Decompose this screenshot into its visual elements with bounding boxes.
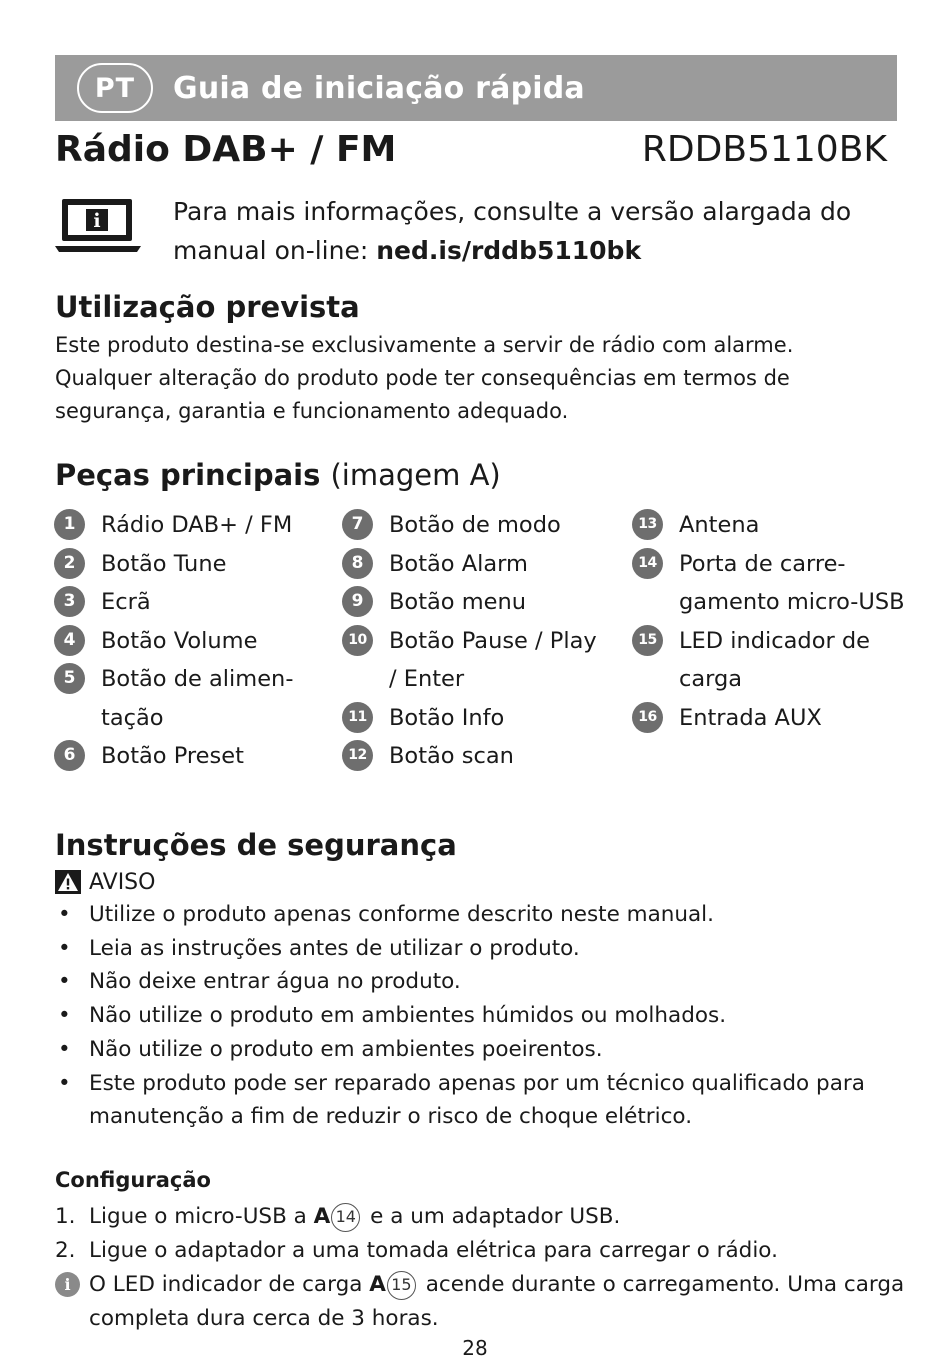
- info-text: [173, 192, 893, 270]
- part-number: 8: [342, 548, 373, 579]
- product-code: RDDB5110BK: [641, 128, 887, 170]
- main-parts-heading: [55, 458, 501, 492]
- part-item: [54, 545, 324, 584]
- guide-title: Guia de iniciação rápida: [173, 70, 585, 106]
- part-label: Botão de modo: [389, 512, 561, 538]
- part-label: Ecrã: [101, 589, 151, 615]
- part-item: [54, 737, 324, 776]
- product-name: Rádio DAB+ / FM: [55, 128, 397, 170]
- part-item: [632, 506, 907, 545]
- part-number: 3: [54, 586, 85, 617]
- part-item: [632, 622, 907, 699]
- intended-use-line-2: Qualquer alteração do produto pode ter consequências em termos de: [55, 366, 790, 390]
- info-line-1: Para mais informações, consulte a versão alargada do: [173, 197, 852, 226]
- part-number: 9: [342, 586, 373, 617]
- intended-use-heading: Utilização prevista: [55, 290, 360, 324]
- safety-item: • Este produto pode ser reparado apenas por um técnico qualificado para manutenção a fim de reduzir o risco de choque elétrico.: [55, 1067, 905, 1134]
- page-number: 28: [462, 1336, 488, 1360]
- part-number: 1: [54, 509, 85, 540]
- safety-item: • Não utilize o produto em ambientes húmidos ou molhados.: [55, 999, 905, 1033]
- part-number: 16: [632, 702, 663, 733]
- safety-item: • Utilize o produto apenas conforme descrito neste manual.: [55, 898, 905, 932]
- part-item: [342, 622, 612, 699]
- config-step-2: [55, 1234, 905, 1268]
- part-label: Entrada AUX: [679, 704, 822, 731]
- part-number: 13: [632, 509, 663, 540]
- warning-label: AVISO: [89, 869, 156, 895]
- safety-item: • Não deixe entrar água no produto.: [55, 965, 905, 999]
- part-ref-circle: 15: [387, 1271, 416, 1300]
- part-label: Botão menu: [389, 589, 527, 615]
- note-text: acende durante o carregamento. Uma carga: [418, 1272, 905, 1297]
- parts-column-2: [342, 506, 612, 776]
- safety-item: • Não utilize o produto em ambientes poeirentos.: [55, 1033, 905, 1067]
- note-text-line-2: completa dura cerca de 3 horas.: [89, 1306, 439, 1331]
- part-label: Botão scan: [389, 743, 514, 769]
- note-text: O LED indicador de carga: [89, 1272, 370, 1297]
- config-heading: Configuração: [55, 1168, 211, 1192]
- warning-triangle-icon: [55, 870, 81, 894]
- info-line-2-prefix: manual on-line:: [173, 236, 377, 265]
- step-text: Ligue o adaptador a uma tomada elétrica para carregar o rádio.: [89, 1238, 778, 1263]
- part-number: 5: [54, 663, 85, 694]
- step-text: Ligue o micro-USB a: [89, 1204, 314, 1229]
- laptop-info-icon: [55, 196, 141, 256]
- parts-column-3: [632, 506, 907, 737]
- part-item: [54, 660, 324, 737]
- part-label: Botão Pause / Play / Enter: [389, 627, 597, 692]
- warning-row: [55, 866, 155, 898]
- figure-ref: A: [369, 1272, 386, 1297]
- part-number: 7: [342, 509, 373, 540]
- part-label: Botão Preset: [101, 743, 244, 769]
- part-number: 4: [54, 625, 85, 656]
- part-label: LED indicador de carga: [679, 627, 871, 692]
- part-label: Botão de alimen- tação: [101, 666, 294, 731]
- part-ref-circle: 14: [331, 1203, 360, 1232]
- part-number: 6: [54, 740, 85, 771]
- part-number: 11: [342, 702, 373, 733]
- part-label: Porta de carre- gamento micro-USB: [679, 550, 905, 615]
- main-parts-heading-bold: Peças principais: [55, 458, 321, 492]
- intended-use-line-1: Este produto destina-se exclusivamente a servir de rádio com alarme.: [55, 333, 794, 357]
- manual-link[interactable]: ned.is/rddb5110bk: [376, 236, 642, 265]
- part-item: [342, 545, 612, 584]
- part-item: [54, 506, 324, 545]
- safety-list: [55, 898, 905, 1134]
- parts-column-1: [54, 506, 324, 776]
- config-step-1: [55, 1200, 905, 1234]
- part-item: [342, 699, 612, 738]
- part-label: Rádio DAB+ / FM: [101, 512, 293, 538]
- intended-use-text: [55, 329, 905, 428]
- step-number: 1.: [55, 1204, 76, 1229]
- info-circle-icon: i: [55, 1272, 80, 1297]
- step-number: 2.: [55, 1238, 76, 1263]
- part-item: [632, 699, 907, 738]
- part-number: 14: [632, 548, 663, 579]
- header-banner: [55, 55, 897, 121]
- config-note: [55, 1268, 905, 1336]
- language-badge: PT: [77, 63, 153, 113]
- part-label: Botão Volume: [101, 627, 258, 654]
- part-label: Botão Tune: [101, 550, 227, 577]
- step-text: e a um adaptador USB.: [363, 1204, 621, 1229]
- intended-use-line-3: segurança, garantia e funcionamento adequado.: [55, 399, 569, 423]
- part-label: Botão Alarm: [389, 550, 528, 577]
- info-line-2: [173, 231, 893, 270]
- svg-text:i: i: [93, 210, 101, 232]
- part-item: [54, 583, 324, 622]
- safety-heading: Instruções de segurança: [55, 828, 457, 862]
- config-steps: [55, 1200, 905, 1336]
- part-item: [632, 545, 907, 622]
- part-number: 2: [54, 548, 85, 579]
- part-number: 15: [632, 625, 663, 656]
- part-item: [342, 583, 612, 622]
- part-item: [342, 737, 612, 776]
- part-item: [54, 622, 324, 661]
- figure-ref: A: [313, 1204, 331, 1229]
- part-number: 12: [342, 740, 373, 771]
- part-number: 10: [342, 625, 373, 656]
- main-parts-heading-suffix: (imagem A): [330, 458, 501, 492]
- part-label: Antena: [679, 512, 760, 538]
- product-row: [55, 124, 887, 174]
- part-item: [342, 506, 612, 545]
- part-label: Botão Info: [389, 704, 505, 731]
- safety-item: • Leia as instruções antes de utilizar o produto.: [55, 932, 905, 966]
